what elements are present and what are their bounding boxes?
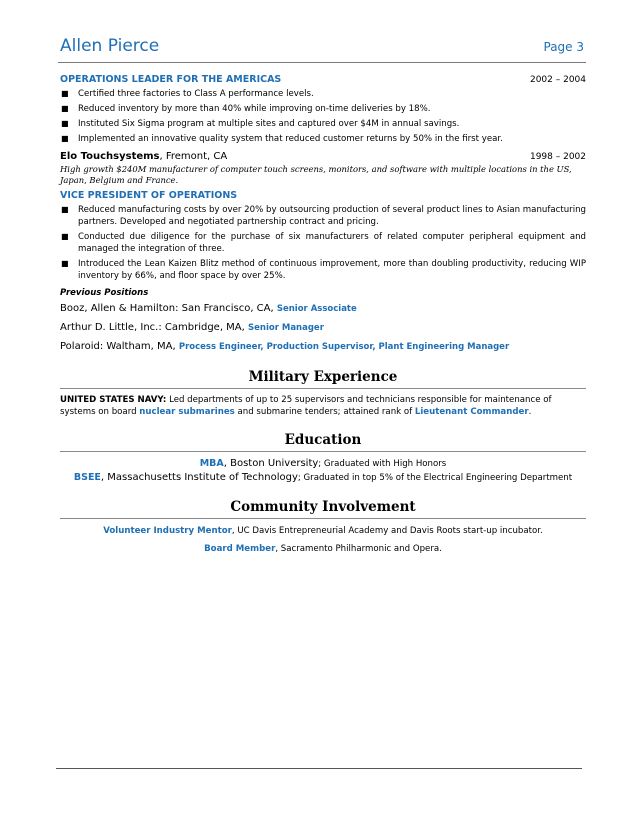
resume-content: [60, 74, 586, 555]
bullet-icon: ■: [61, 232, 69, 241]
previous-positions-title: Previous Positions: [60, 288, 149, 298]
education-item: BSEE, Massachusetts Institute of Technology; Graduated in top 5% of the Electrical Engineering Department: [73, 472, 573, 483]
bullet-icon: ■: [61, 89, 69, 98]
page-header: [58, 36, 586, 63]
previous-position: Arthur D. Little, Inc.: Cambridge, MA, Senior Manager: [60, 322, 324, 333]
elo-company: Elo Touchsystems, Fremont, CA: [60, 151, 228, 162]
community-heading: Community Involvement: [60, 499, 586, 519]
community-item: Volunteer Industry Mentor, UC Davis Entrepreneurial Academy and Davis Roots start-up incubator.: [103, 526, 543, 536]
ops-leader-title: OPERATIONS LEADER FOR THE AMERICAS: [60, 74, 282, 85]
list-item: ■ Conducted due diligence for the purchase of six manufacturers of related computer peripheral equipment and managed the integration of three.: [61, 232, 586, 254]
ops-leader-dates: 2002 – 2004: [529, 75, 586, 85]
ops-leader-header: [60, 74, 586, 85]
list-item: ■ Reduced manufacturing costs by over 20% by outsourcing production of several product lines to Asian manufacturing partners. Developed and negotiated partnership contract and pricing.: [61, 205, 586, 227]
bullet-icon: ■: [61, 205, 69, 214]
elo-header: [60, 151, 586, 162]
list-item: ■ Certified three factories to Class A performance levels.: [61, 89, 314, 99]
list-item: ■ Introduced the Lean Kaizen Blitz method of continuous improvement, more than doubling productivity, reducing WIP inventory by 66%, and floor space by over 25%.: [61, 259, 586, 281]
bullet-icon: ■: [61, 134, 69, 143]
previous-position: Polaroid: Waltham, MA, Process Engineer, Production Supervisor, Plant Engineering Manager: [60, 341, 510, 352]
list-item: ■ Instituted Six Sigma program at multiple sites and captured over $4M in annual savings.: [61, 119, 460, 129]
footer-divider: [56, 768, 582, 769]
education-heading: Education: [60, 432, 586, 452]
elo-role: VICE PRESIDENT OF OPERATIONS: [60, 190, 238, 201]
military-heading: Military Experience: [60, 369, 586, 389]
bullet-icon: ■: [61, 119, 69, 128]
military-body: UNITED STATES NAVY: Led departments of up to 25 supervisors and technicians responsible for maintenance of systems on board nuclear submarines and submarine tenders; attained rank of Lieutenant Commander.: [60, 395, 552, 417]
page-number: Page 3: [543, 40, 584, 54]
previous-position: Booz, Allen & Hamilton: San Francisco, CA, Senior Associate: [60, 303, 357, 314]
elo-bullets: [60, 204, 586, 282]
bullet-icon: ■: [61, 259, 69, 268]
list-item: ■ Reduced inventory by more than 40% while improving on-time deliveries by 18%.: [61, 104, 431, 114]
education-item: MBA, Boston University; Graduated with High Honors: [199, 458, 447, 469]
ops-leader-bullets: [60, 88, 586, 145]
list-item: ■ Implemented an innovative quality system that reduced customer returns by 50% in the first year.: [61, 134, 503, 144]
elo-description: High growth $240M manufacturer of computer touch screens, monitors, and software with multiple locations in the US, Japan, Belgium and France.: [60, 164, 572, 185]
community-item: Board Member, Sacramento Philharmonic and Opera.: [204, 544, 442, 554]
elo-dates: 1998 – 2002: [529, 152, 586, 162]
bullet-icon: ■: [61, 104, 69, 113]
candidate-name: Allen Pierce: [60, 36, 160, 56]
